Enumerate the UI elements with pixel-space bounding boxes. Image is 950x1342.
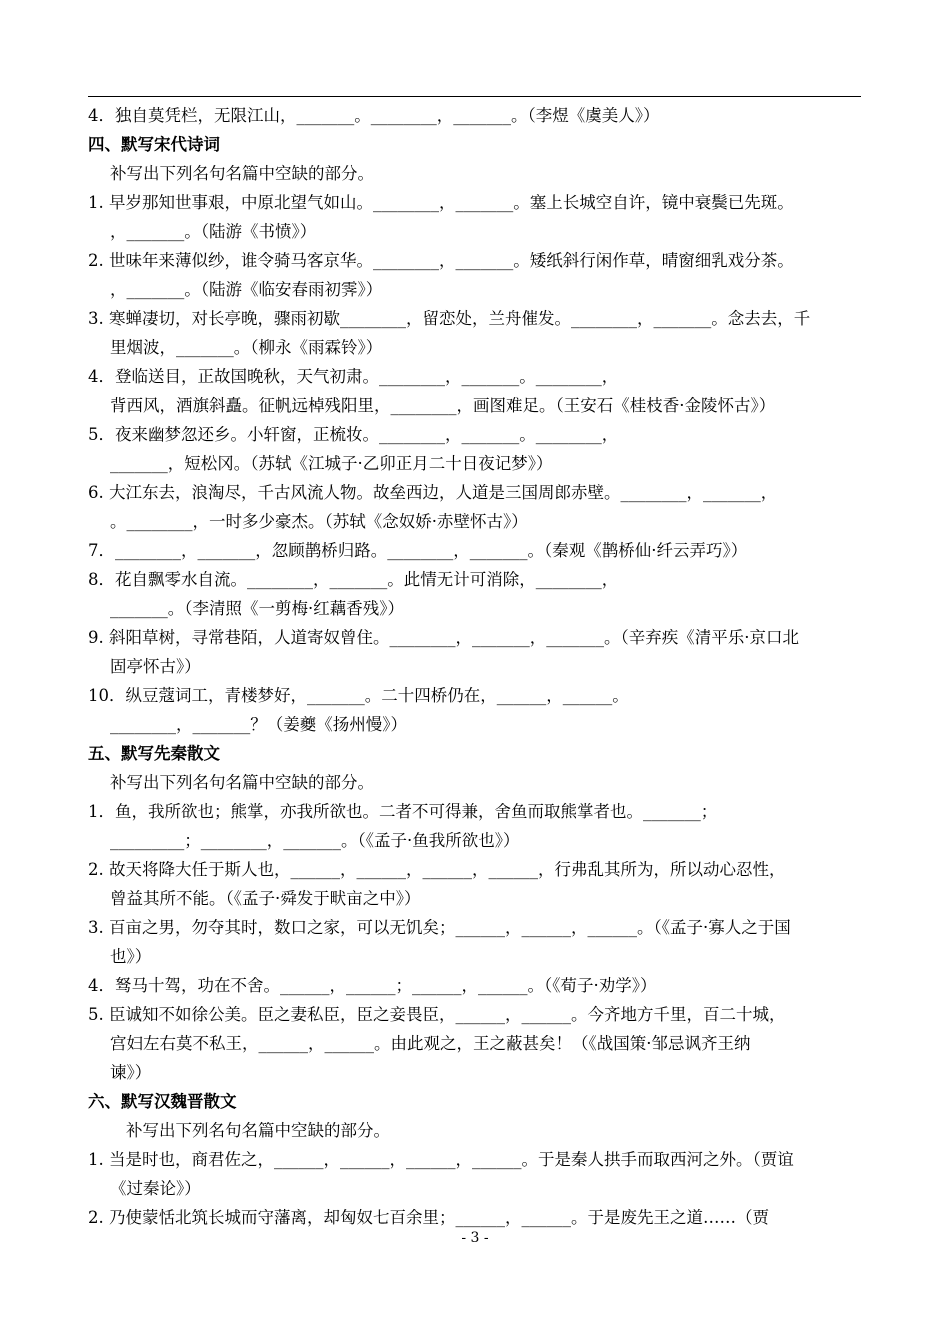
- text-line: 谏》）: [110, 1063, 152, 1082]
- text-lines: [88, 101, 861, 1232]
- text-line: 5．夜来幽梦忽还乡。小轩窗，正梳妆。________，_______。________，: [88, 425, 619, 444]
- text-line: 5. 臣诚知不如徐公美。臣之妻私臣，臣之妾畏臣，______，______。今齐地方千里，百二十城，: [88, 1005, 786, 1024]
- text-line: 6. 大江东去，浪淘尽，千古风流人物。故垒西边，人道是三国周郎赤壁。________，_______，: [88, 483, 778, 502]
- section-heading: 四、默写宋代诗词: [88, 135, 220, 154]
- text-line: 3. 百亩之男，勿夺其时，数口之家，可以无饥矣；______，______，______。（《孟子·寡人之于国: [88, 918, 791, 937]
- text-line: 补写出下列名句名篇中空缺的部分。: [110, 164, 374, 183]
- text-line: 4．独自莫凭栏，无限江山，_______。________，_______。（李煜《虞美人》）: [88, 106, 660, 125]
- text-line: _______。（李清照《一剪梅·红藕香残》）: [110, 599, 404, 618]
- text-line: 3. 寒蝉凄切，对长亭晚，骤雨初歇________，留恋处，兰舟催发。________，_______。念去去，千: [88, 309, 811, 328]
- text-line: 补写出下列名句名篇中空缺的部分。: [110, 773, 374, 792]
- text-line: 背西风，酒旗斜矗。征帆远棹残阳里，________，画图难足。（王安石《桂枝香·金陵怀古》）: [110, 396, 776, 415]
- text-line: 9. 斜阳草树，寻常巷陌，人道寄奴曾住。________，_______，_______。（辛弃疾《清平乐·京口北: [88, 628, 799, 647]
- text-line: 补写出下列名句名篇中空缺的部分。: [126, 1121, 390, 1140]
- text-line: 2. 故天将降大任于斯人也，______，______，______，______，行弗乱其所为，所以动心忍性，: [88, 860, 786, 879]
- text-line: 8．花自飘零水自流。________，_______。此情无计可消除，________，: [88, 570, 619, 589]
- text-line: 1．鱼，我所欲也；熊掌，亦我所欲也。二者不可得兼，舍鱼而取熊掌者也。_______；: [88, 802, 718, 821]
- text-line: 1. 早岁那知世事艰，中原北望气如山。________，_______。塞上长城空自许，镜中衰鬓已先斑。: [88, 193, 794, 212]
- text-line: _______，短松冈。（苏轼《江城子·乙卯正月二十日夜记梦》）: [110, 454, 553, 473]
- text-line: 。________，一时多少豪杰。（苏轼《念奴娇·赤壁怀古》）: [110, 512, 528, 531]
- text-line: _________；________，_______。（《孟子·鱼我所欲也》）: [110, 831, 520, 850]
- text-line: 4．登临送目，正故国晚秋，天气初肃。________，_______。________，: [88, 367, 619, 386]
- page-content: [88, 96, 861, 1232]
- top-rule: [88, 96, 861, 97]
- text-line: 4．驽马十驾，功在不舍。______，______；______，______。（《荀子·劝学》）: [88, 976, 657, 995]
- text-line: 7．________，_______，忽顾鹊桥归路。________，_______。（秦观《鹊桥仙·纤云弄巧》）: [88, 541, 748, 560]
- section-heading: 五、默写先秦散文: [88, 744, 220, 763]
- text-line: 10．纵豆蔻词工，青楼梦好，_______。二十四桥仍在，______，______。: [88, 686, 629, 705]
- text-line: 曾益其所不能。（《孟子·舜发于畎亩之中》）: [110, 889, 421, 908]
- text-line: 固亭怀古》）: [110, 657, 201, 676]
- section-heading: 六、默写汉魏晋散文: [88, 1092, 237, 1111]
- text-line: ，_______。（陆游《临安春雨初霁》）: [110, 280, 383, 299]
- text-line: ，_______。（陆游《书愤》）: [110, 222, 317, 241]
- text-line: 也》）: [110, 947, 152, 966]
- text-line: 1. 当是时也，商君佐之，______，______，______，______。于是秦人拱手而取西河之外。（贾谊: [88, 1150, 794, 1169]
- text-line: 2. 世味年来薄似纱，谁令骑马客京华。________，_______。矮纸斜行闲作草，晴窗细乳戏分茶。: [88, 251, 794, 270]
- page-number: - 3 -: [461, 1230, 489, 1246]
- text-line: ________，_______？（姜夔《扬州慢》）: [110, 715, 407, 734]
- text-line: 里烟波，_______。（柳永《雨霖铃》）: [110, 338, 383, 357]
- text-line: 《过秦论》）: [110, 1179, 201, 1198]
- text-line: 宫妇左右莫不私王，______，______。由此观之，王之蔽甚矣！（《战国策·邹忌讽齐王纳: [110, 1034, 751, 1053]
- text-line: 2. 乃使蒙恬北筑长城而守藩离，却匈奴七百余里；______，______。于是废先王之道……（贾: [88, 1208, 769, 1227]
